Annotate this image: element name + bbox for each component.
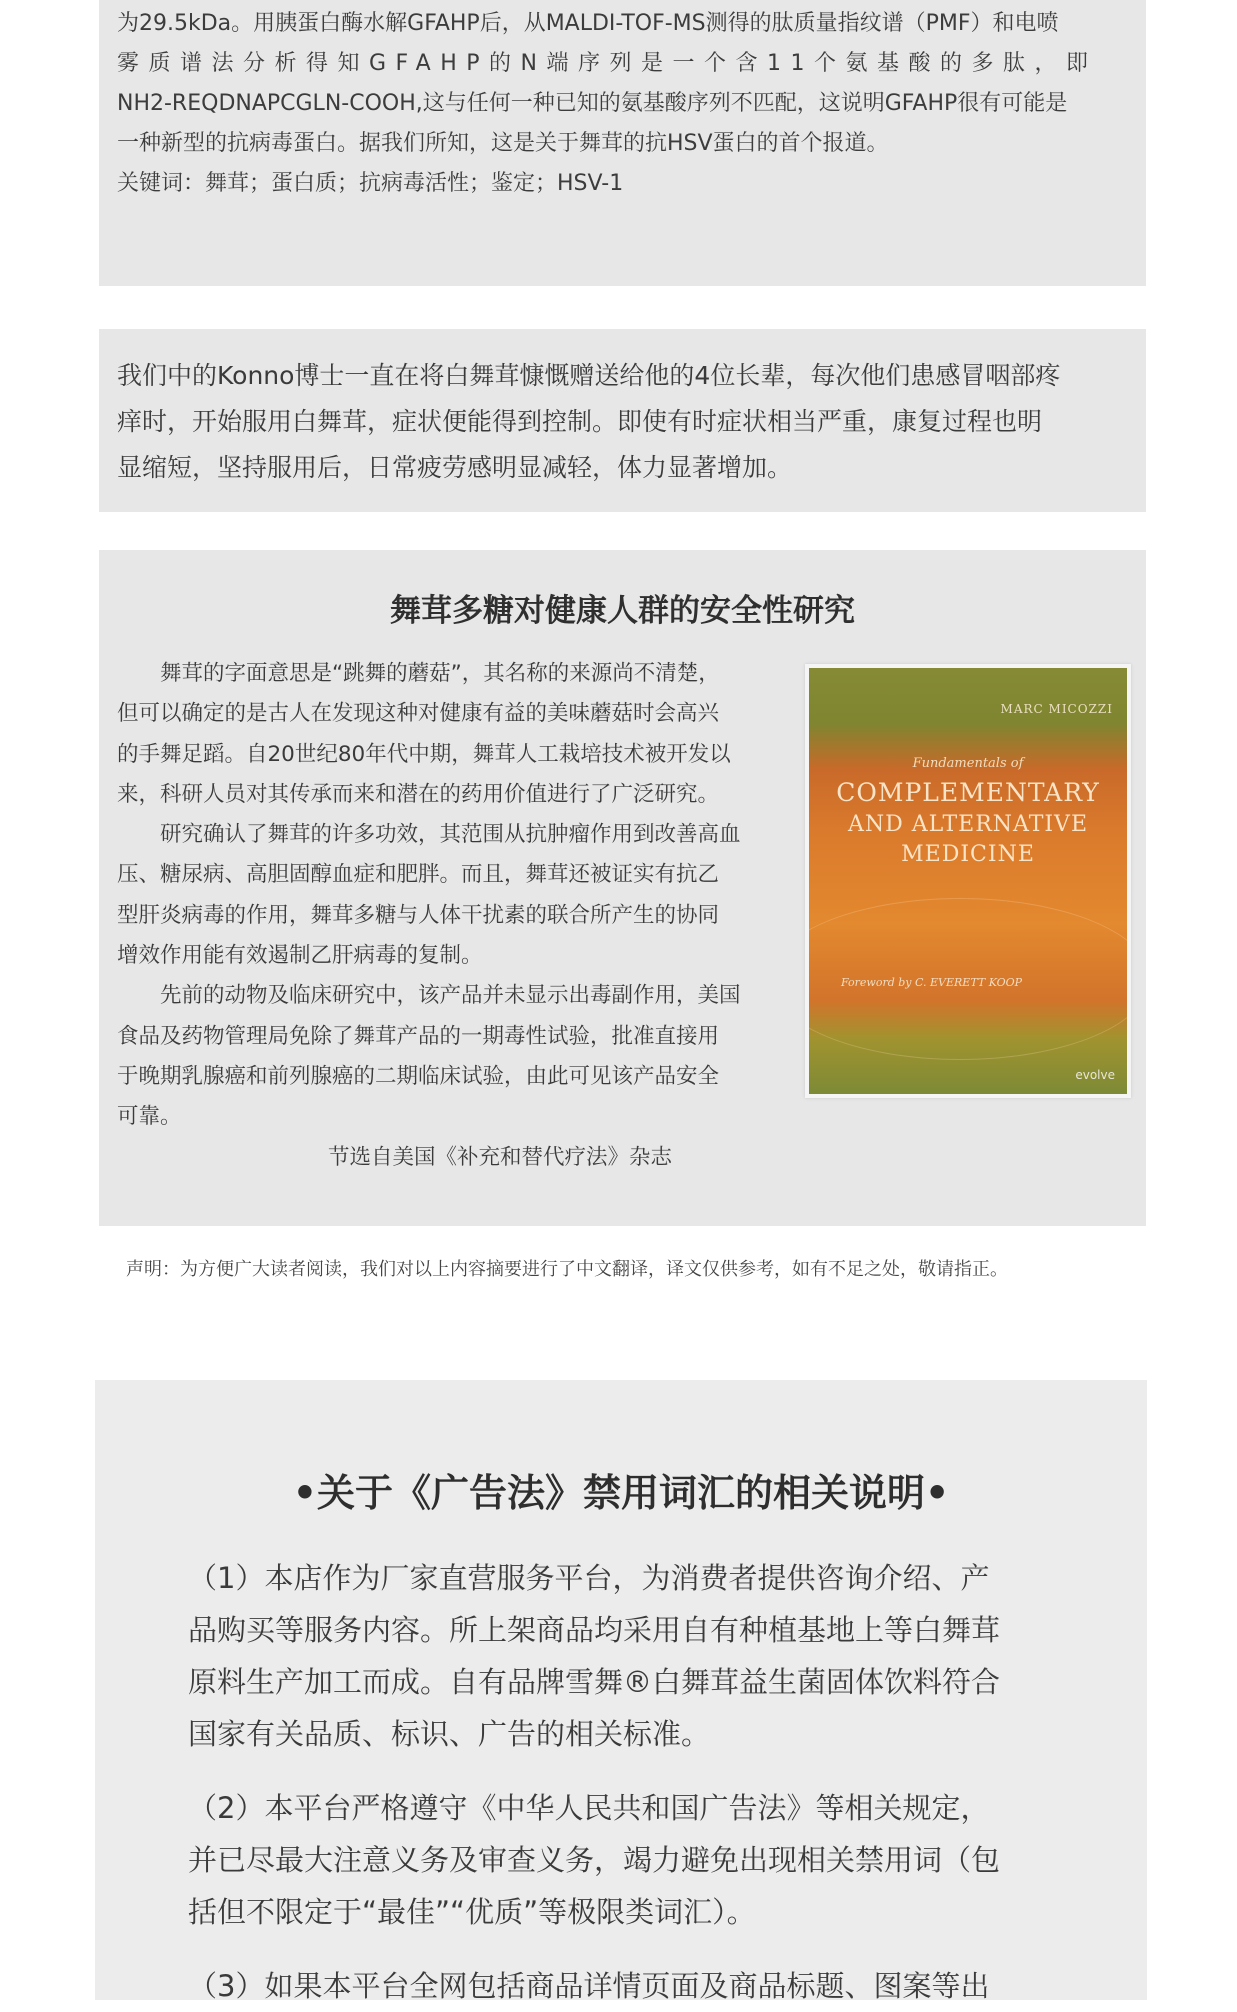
abstract-line: NH2-REQDNAPCGLN-COOH,这与任何一种已知的氨基酸序列不匹配，这说明GFAHP很有可能是 [117, 91, 1068, 116]
abstract-line: 雾质谱法分析得知GFAHP的N端序列是一个含11个氨基酸的多肽，即 [117, 51, 1098, 76]
study-line: 型肝炎病毒的作用，舞茸多糖与人体干扰素的联合所产生的协同 [117, 902, 720, 928]
abstract-line: 为29.5kDa。用胰蛋白酶水解GFAHP后，从MALDI-TOF-MS测得的肽质量指纹谱（PMF）和电喷 [117, 11, 1059, 36]
study-line: 可靠。 [117, 1104, 182, 1130]
abstract-text [117, 4, 1122, 204]
testimonial-line: 我们中的Konno博士一直在将白舞茸慷慨赠送给他的4位长辈，每次他们患感冒咽部疼 [117, 361, 1061, 390]
book-publisher-logo: evolve [1075, 1068, 1115, 1082]
study-line: 的手舞足蹈。自20世纪80年代中期，舞茸人工栽培技术被开发以 [117, 741, 731, 767]
ad-law-title: •关于《广告法》禁用词汇的相关说明• [292, 1471, 950, 1515]
study-source: 节选自美国《补充和替代疗法》杂志 [328, 1145, 673, 1170]
ad-law-paragraph-2 [188, 1782, 1068, 1938]
ad-law-paragraph-1 [188, 1552, 1068, 1760]
ad-law-paragraph-3 [188, 1960, 1068, 2012]
book-title-line-2: AND ALTERNATIVE [847, 812, 1089, 837]
ad-law-line: （1）本店作为厂家直营服务平台，为消费者提供咨询介绍、产 [188, 1561, 990, 1595]
keywords-line: 关键词：舞茸；蛋白质；抗病毒活性；鉴定；HSV-1 [117, 171, 624, 196]
book-title-top: Fundamentals of [912, 756, 1024, 771]
study-line: 压、糖尿病、高胆固醇血症和肥胖。而且，舞茸还被证实有抗乙 [117, 862, 720, 888]
testimonial-line: 显缩短，坚持服用后，日常疲劳感明显减轻，体力显著增加。 [117, 453, 793, 482]
ad-law-line: 品购买等服务内容。所上架商品均采用自有种植基地上等白舞茸 [188, 1613, 1001, 1647]
abstract-line: 一种新型的抗病毒蛋白。据我们所知，这是关于舞茸的抗HSV蛋白的首个报道。 [117, 131, 889, 156]
study-line: 增效作用能有效遏制乙肝病毒的复制。 [117, 943, 483, 969]
ad-law-line: 原料生产加工而成。自有品牌雪舞®白舞茸益生菌固体饮料符合 [188, 1665, 1001, 1699]
study-line: 于晚期乳腺癌和前列腺癌的二期临床试验，由此可见该产品安全 [117, 1063, 720, 1089]
study-line: 舞茸的字面意思是“跳舞的蘑菇”，其名称的来源尚不清楚， [117, 661, 720, 686]
ad-law-line: 国家有关品质、标识、广告的相关标准。 [188, 1717, 711, 1751]
ad-law-line: 括但不限定于“最佳”“优质”等极限类词汇）。 [188, 1895, 756, 1929]
study-line: 但可以确定的是古人在发现这种对健康有益的美味蘑菇时会高兴 [117, 701, 720, 727]
study-line: 研究确认了舞茸的许多功效，其范围从抗肿瘤作用到改善高血 [117, 822, 741, 848]
ad-law-line: （3）如果本平台全网包括商品详情页面及商品标题、图案等出 [188, 1969, 990, 2003]
study-line: 食品及药物管理局免除了舞茸产品的一期毒性试验，批准直接用 [117, 1023, 720, 1049]
book-author: MARC MICOZZI [1000, 702, 1113, 716]
book-title-line-1: COMPLEMENTARY [836, 778, 1100, 807]
study-title: 舞茸多糖对健康人群的安全性研究 [390, 593, 855, 629]
book-foreword: Foreword by C. EVERETT KOOP [841, 976, 1023, 989]
ad-law-line: 并已尽最大注意义务及审查义务，竭力避免出现相关禁用词（包 [188, 1843, 1001, 1877]
book-title-line-3: MEDICINE [901, 842, 1035, 867]
book-cover-image [805, 664, 1131, 1098]
translation-disclaimer: 声明：为方便广大读者阅读，我们对以上内容摘要进行了中文翻译，译文仅供参考，如有不足之处，敬请指正。 [126, 1259, 1008, 1280]
study-line: 来，科研人员对其传承而来和潜在的药用价值进行了广泛研究。 [117, 781, 720, 807]
study-body [117, 654, 797, 1138]
testimonial-text [117, 353, 1127, 491]
study-line: 先前的动物及临床研究中，该产品并未显示出毒副作用，美国 [117, 983, 741, 1009]
ad-law-line: （2）本平台严格遵守《中华人民共和国广告法》等相关规定， [188, 1791, 990, 1825]
testimonial-line: 痒时，开始服用白舞茸，症状便能得到控制。即使有时症状相当严重，康复过程也明 [117, 407, 1043, 436]
